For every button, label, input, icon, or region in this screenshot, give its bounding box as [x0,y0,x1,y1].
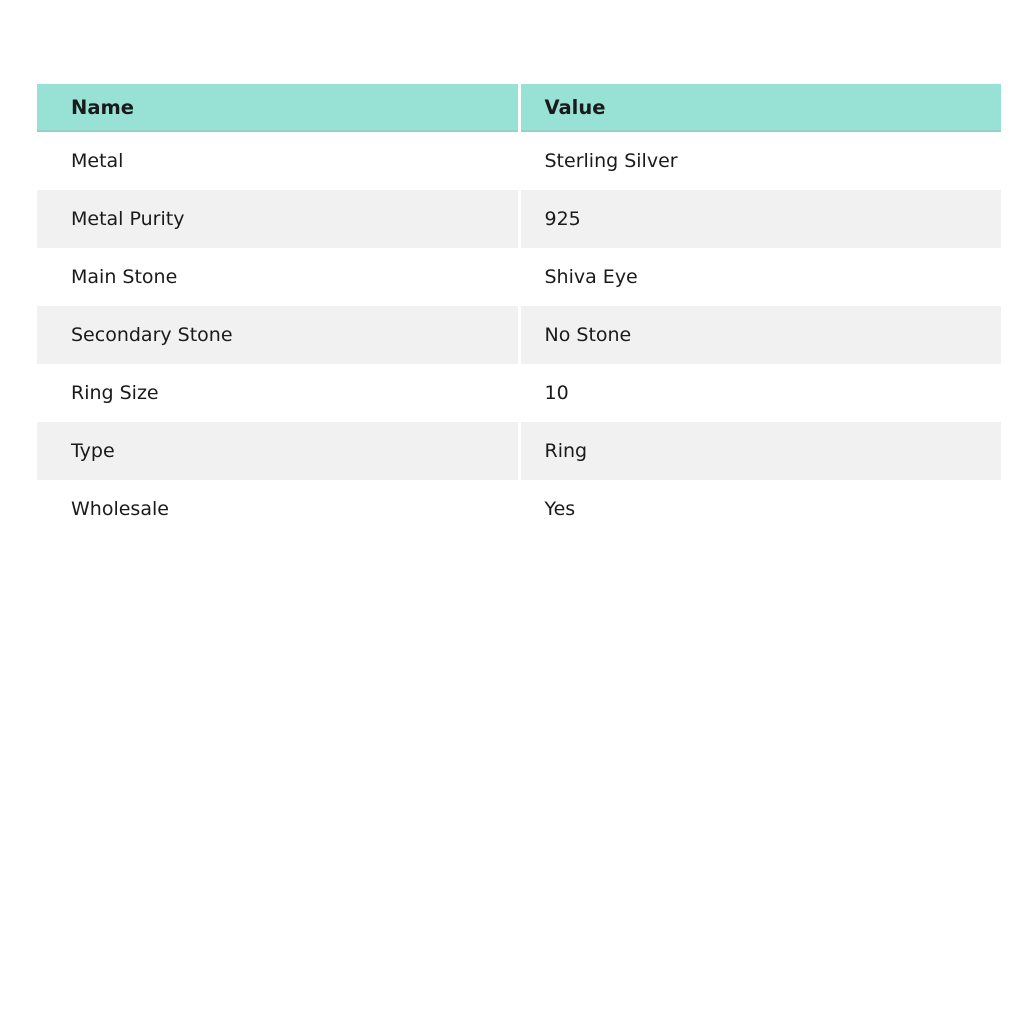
table-row-ring-size-value: 10 [521,364,1002,422]
column-header-name: Name [37,84,518,132]
table-row-ring-size-name: Ring Size [37,364,518,422]
table-row-main-stone-name: Main Stone [37,248,518,306]
table-row-wholesale-value: Yes [521,480,1002,538]
table-row-main-stone-value: Shiva Eye [521,248,1002,306]
table-row-metal-name: Metal [37,132,518,190]
table-row-wholesale-name: Wholesale [37,480,518,538]
table-row-type-value: Ring [521,422,1002,480]
table-row-secondary-stone-value: No Stone [521,306,1002,364]
column-header-value: Value [521,84,1002,132]
product-attributes-table [37,84,1001,538]
table-row-type-name: Type [37,422,518,480]
table-row-metal-purity-value: 925 [521,190,1002,248]
table-row-metal-purity-name: Metal Purity [37,190,518,248]
table-row-secondary-stone-name: Secondary Stone [37,306,518,364]
table-row-metal-value: Sterling Silver [521,132,1002,190]
